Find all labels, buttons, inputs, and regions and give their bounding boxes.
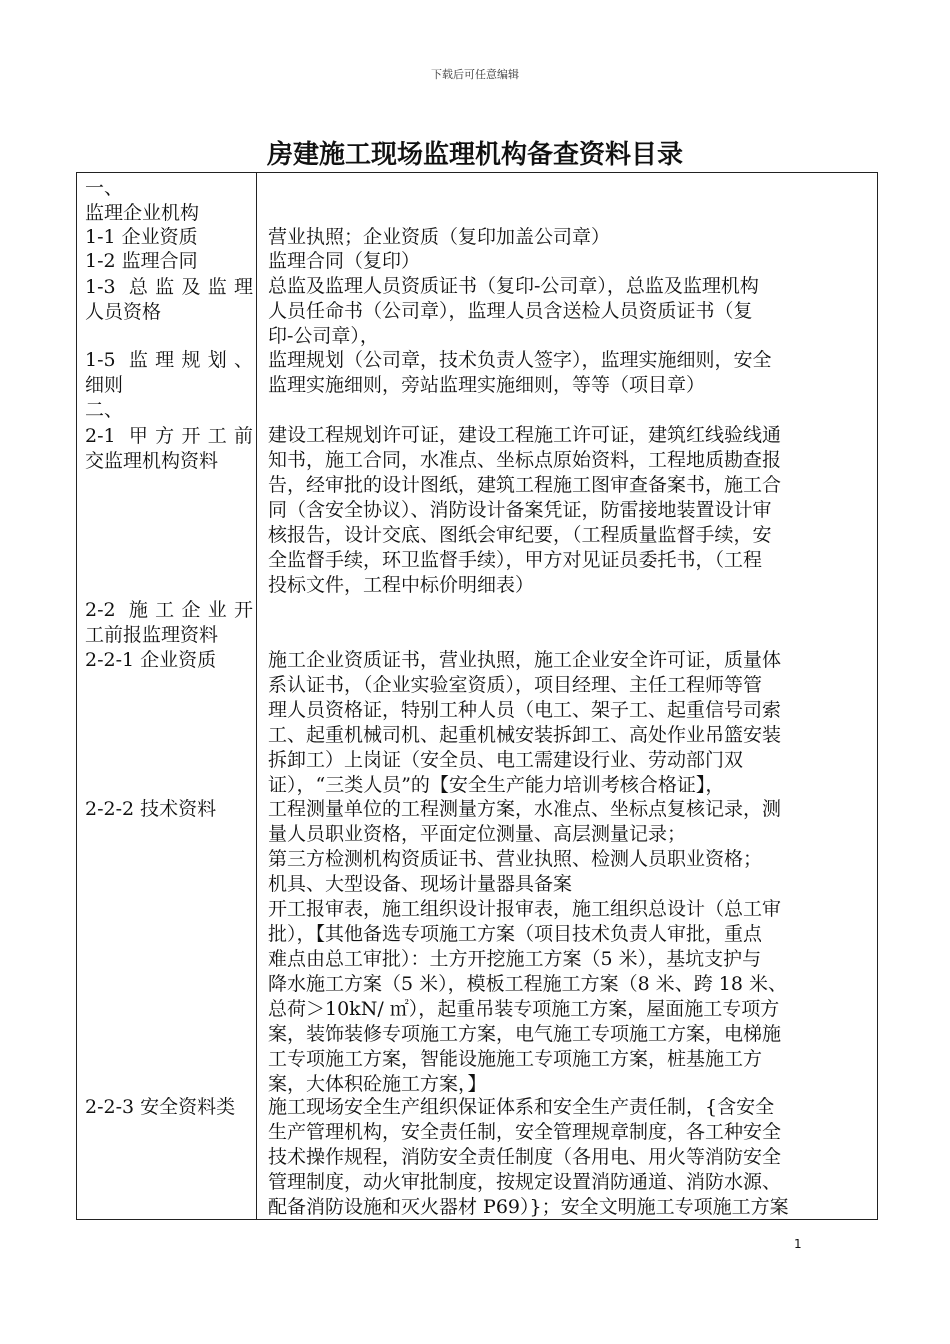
text-line: 第三方检测机构资质证书、营业执照、检测人员职业资格； <box>268 848 763 870</box>
item-2-2-line1: 2-2 施工企业开 <box>85 599 253 621</box>
text-line: 全监督手续，环卫监督手续），甲方对见证员委托书，（工程 <box>268 549 763 571</box>
text-line: 配备消防设施和灭火器材 P69）}；安全文明施工专项施工方案 <box>268 1196 789 1218</box>
document-title: 房建施工现场监理机构备查资料目录 <box>266 140 683 170</box>
text-line: 案，大体积砼施工方案，】 <box>268 1073 487 1095</box>
page-header: 下载后可任意编辑 <box>431 68 519 81</box>
text-line: 理人员资格证，特别工种人员（电工、架子工、起重信号司索 <box>268 699 782 721</box>
item-1-2: 1-2 监理合同 <box>85 250 198 272</box>
text-line: 核报告，设计交底、图纸会审纪要，（工程质量监督手续，安 <box>268 524 772 546</box>
text-line: 总监及监理人员资质证书（复印-公司章），总监及监理机构 <box>268 275 759 297</box>
text-line: 告，经审批的设计图纸，建筑工程施工图审查备案书，施工合 <box>268 474 782 496</box>
section-1-number: 一、 <box>85 177 124 199</box>
text-line: 降水施工方案（5 米），模板工程施工方案（8 米、跨 18 米、 <box>268 973 788 995</box>
text-line: 投标文件，工程中标价明细表） <box>268 574 535 596</box>
item-1-1: 1-1 企业资质 <box>85 226 198 248</box>
content-2-2-3 <box>268 1095 872 1220</box>
text-line: 量人员职业资格，平面定位测量、高层测量记录； <box>268 823 687 845</box>
text-line: 证），“三类人员”的【安全生产能力培训考核合格证】， <box>268 774 725 796</box>
text-line: 施工现场安全生产组织保证体系和安全生产责任制，{含安全 <box>268 1096 775 1118</box>
item-1-3-line2: 人员资格 <box>85 301 162 323</box>
text-line: 印-公司章）， <box>268 325 379 347</box>
text-line: 机具、大型设备、现场计量器具备案 <box>268 873 573 895</box>
content-2-2-2 <box>268 797 872 1097</box>
text-line: 难点由总工审批）：土方开挖施工方案（5 米），基坑支护与 <box>268 948 762 970</box>
item-1-3-line1: 1-3 总监及监理 <box>85 276 253 298</box>
column-divider <box>256 172 257 1220</box>
text-line: 总荷＞10kN/ ㎡），起重吊装专项施工方案，屋面施工专项方 <box>268 998 780 1020</box>
text-line: 监理规划（公司章，技术负责人签字），监理实施细则，安全 <box>268 349 772 371</box>
content-1-3 <box>268 274 872 349</box>
item-2-2-line2: 工前报监理资料 <box>85 624 219 646</box>
text-line: 同（含安全协议）、消防设计备案凭证，防雷接地装置设计审 <box>268 499 772 521</box>
text-line: 拆卸工）上岗证（安全员、电工需建设行业、劳动部门双 <box>268 749 744 771</box>
text-line: 工、起重机械司机、起重机械安装拆卸工、高处作业吊篮安装 <box>268 724 782 746</box>
content-1-5 <box>268 348 872 398</box>
text-line: 工专项施工方案，智能设施施工专项施工方案，桩基施工方 <box>268 1048 763 1070</box>
item-1-5-line2: 细则 <box>85 374 124 396</box>
text-line: 开工报审表，施工组织设计报审表，施工组织总设计（总工审 <box>268 898 782 920</box>
content-2-1 <box>268 423 872 598</box>
text-line: 施工企业资质证书，营业执照，施工企业安全许可证，质量体 <box>268 649 782 671</box>
text-line: 批），【其他备选专项施工方案（项目技术负责人审批，重点 <box>268 923 763 945</box>
text-line: 建设工程规划许可证，建设工程施工许可证，建筑红线验线通 <box>268 424 782 446</box>
item-2-1-line1: 2-1 甲方开工前 <box>85 425 253 447</box>
text-line: 技术操作规程，消防安全责任制度（各用电、用火等消防安全 <box>268 1146 782 1168</box>
text-line: 系认证书，（企业实验室资质），项目经理、主任工程师等管 <box>268 674 763 696</box>
item-2-2-3: 2-2-3 安全资料类 <box>85 1096 236 1118</box>
text-line: 管理制度，动火审批制度，按规定设置消防通道、消防水源、 <box>268 1171 782 1193</box>
text-line: 知书，施工合同，水准点、坐标点原始资料，工程地质勘查报 <box>268 449 782 471</box>
item-2-2-1: 2-2-1 企业资质 <box>85 649 217 671</box>
content-1-1: 营业执照；企业资质（复印加盖公司章） <box>268 226 611 248</box>
content-2-2-1 <box>268 648 872 798</box>
page-number: 1 <box>794 1237 802 1251</box>
section-2-number: 二、 <box>85 399 124 421</box>
item-2-2-2: 2-2-2 技术资料 <box>85 798 217 820</box>
item-2-1-line2: 交监理机构资料 <box>85 450 219 472</box>
section-1-title: 监理企业机构 <box>85 202 200 224</box>
text-line: 案，装饰装修专项施工方案，电气施工专项施工方案，电梯施 <box>268 1023 782 1045</box>
content-1-2: 监理合同（复印） <box>268 250 421 272</box>
text-line: 生产管理机构，安全责任制，安全管理规章制度，各工种安全 <box>268 1121 782 1143</box>
text-line: 人员任命书（公司章），监理人员含送检人员资质证书（复 <box>268 300 753 322</box>
text-line: 工程测量单位的工程测量方案，水准点、坐标点复核记录，测 <box>268 798 782 820</box>
text-line: 监理实施细则，旁站监理实施细则，等等（项目章） <box>268 374 706 396</box>
item-1-5-line1: 1-5 监理规划、 <box>85 349 253 371</box>
